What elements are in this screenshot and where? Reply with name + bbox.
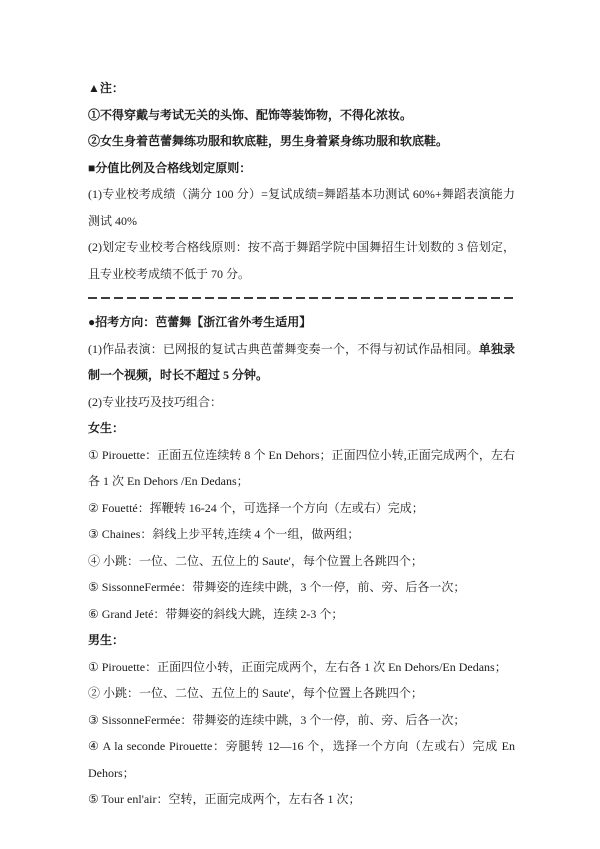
male-skill-item: ⑤ Tour enl'air：空转，正面完成两个，左右各 1 次；: [88, 792, 361, 806]
scoring-rule-2: (2)划定专业校考合格线原则：按不高于舞蹈学院中国舞招生计划数的 3 倍划定，且专业校考成绩不低于 70 分。: [88, 240, 515, 281]
ballet-section-title: ●招考方向：芭蕾舞【浙江省外考生适用】: [88, 315, 312, 329]
notes-title: ▲注：: [88, 81, 124, 95]
female-skill-item: ③ Chaines：斜线上步平转,连续 4 个一组，做两组；: [88, 527, 360, 541]
scoring-title: ■分值比例及合格线划定原则：: [88, 160, 252, 175]
ballet-performance-paragraph: [88, 336, 515, 389]
note-item-2: ②女生身着芭蕾舞练功服和软底鞋，男生身着紧身练功服和软底鞋。: [88, 134, 449, 148]
dashed-line: [88, 297, 515, 299]
male-skill-item: ③ SissonneFermée：带舞姿的连续中跳，3 个一停，前、旁、后各一次；: [88, 712, 466, 727]
document-body: [88, 75, 515, 813]
male-label: 男生：: [88, 633, 125, 647]
female-label: 女生：: [88, 421, 125, 435]
ballet-performance-bold-text: 单独录制一个视频，时长不超过 5 分钟。: [88, 341, 515, 382]
female-skill-item: ⑥ Grand Jeté：带舞姿的斜线大跳，连续 2-3 个；: [88, 606, 344, 621]
ballet-performance-regular-text: (1)作品表演：已网报的复试古典芭蕾舞变奏一个，不得与初试作品相同。: [88, 341, 479, 356]
male-skill-item: ④ A la seconde Pirouette：旁腿转 12—16 个，选择一个方向（左或右）完成 En Dehors；: [88, 739, 515, 780]
note-item-1: ①不得穿戴与考试无关的头饰、配饰等装饰物，不得化浓妆。: [88, 107, 413, 122]
female-skill-item: ④ 小跳：一位、二位、五位上的 Saute'，每个位置上各跳四个；: [88, 553, 423, 568]
male-skill-item: ② 小跳：一位、二位、五位上的 Saute'，每个位置上各跳四个；: [88, 686, 423, 700]
section-divider: [88, 287, 515, 309]
ballet-skills-intro: (2)专业技巧及技巧组合：: [88, 394, 222, 409]
male-skill-item: ① Pirouette：正面四位小转，正面完成两个，左右各 1 次 En Dehors/En Dedans；: [88, 659, 507, 674]
female-skill-item: ① Pirouette：正面五位连续转 8 个 En Dehors；正面四位小转,正面完成两个，左右各 1 次 En Dehors /En Dedans；: [88, 447, 515, 488]
scoring-rule-1: (1)专业校考成绩（满分 100 分）=复试成绩=舞蹈基本功测试 60%+舞蹈表演能力测试 40%: [88, 187, 515, 228]
female-skill-item: ⑤ SissonneFermée：带舞姿的连续中跳，3 个一停，前、旁、后各一次；: [88, 580, 466, 594]
female-skill-item: ② Fouetté：挥鞭转 16-24 个，可选择一个方向（左或右）完成；: [88, 500, 424, 515]
